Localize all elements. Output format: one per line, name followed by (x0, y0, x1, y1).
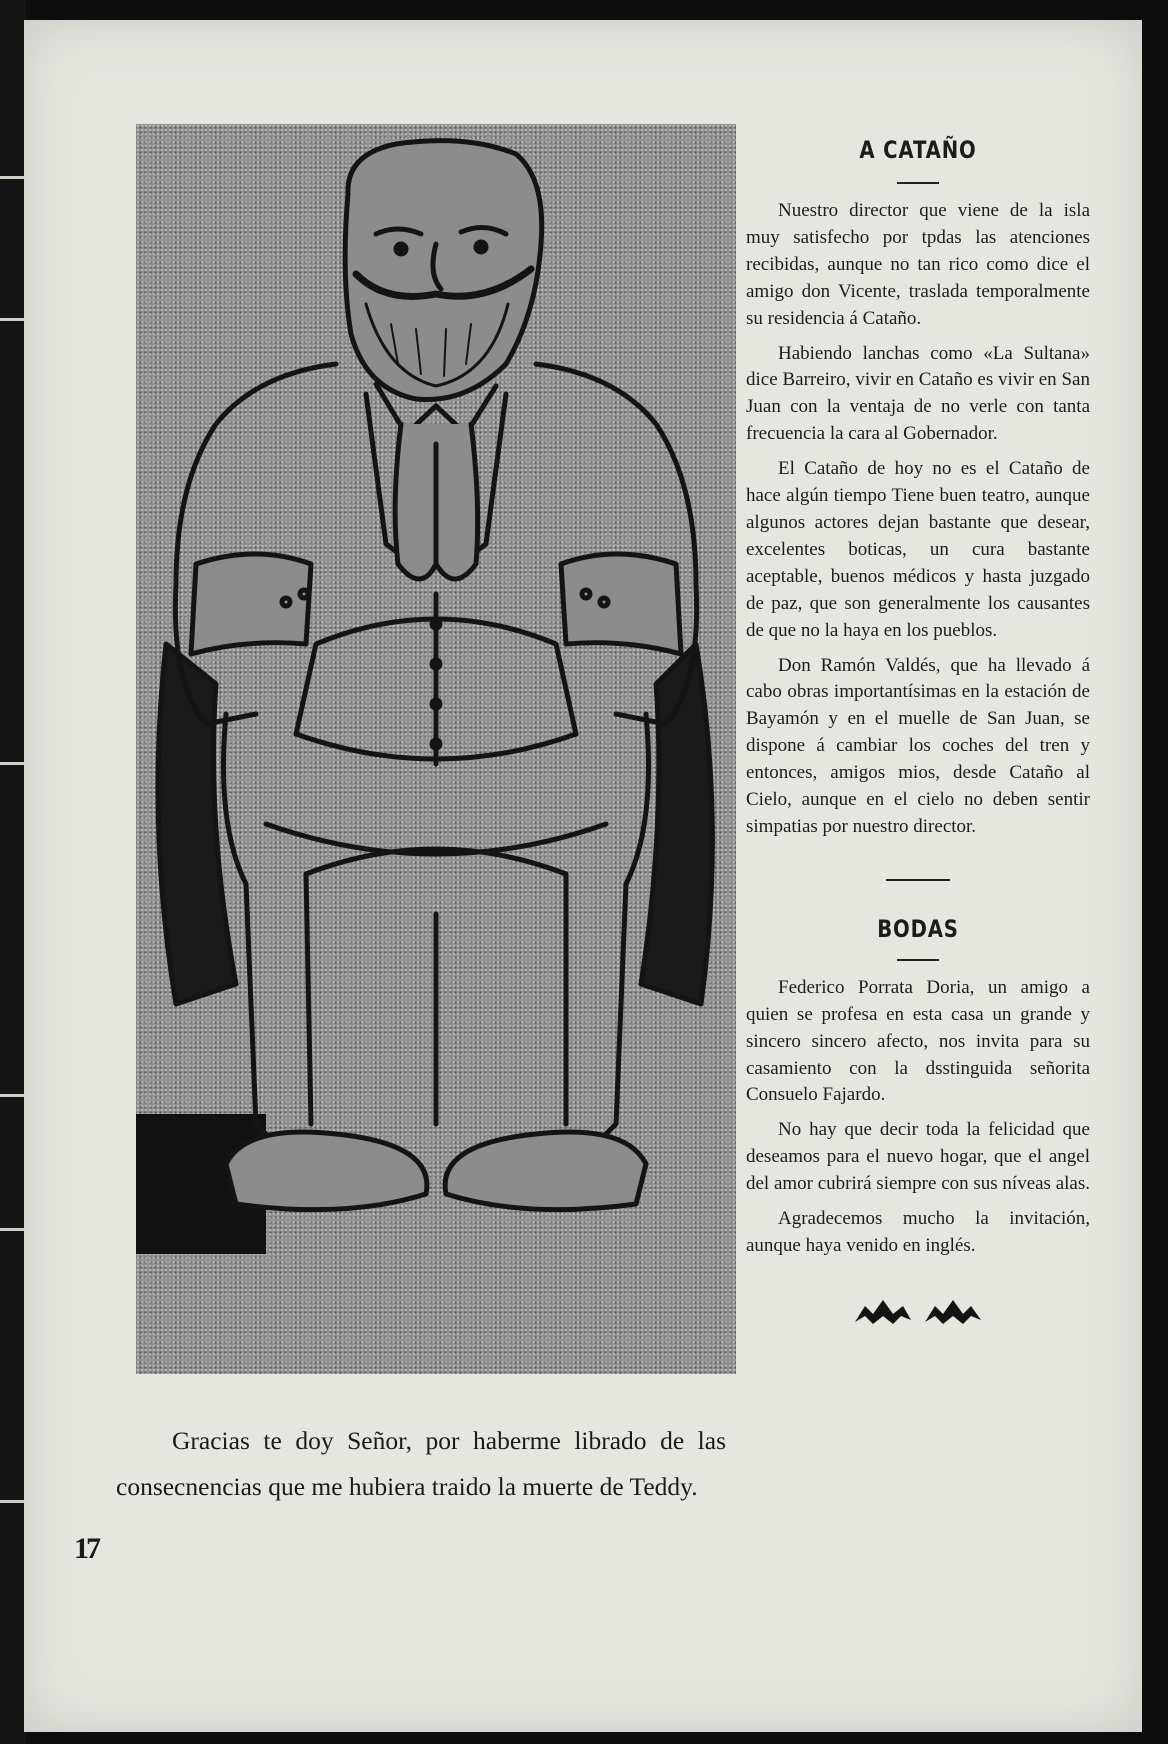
book-binding (0, 0, 26, 1744)
paragraph: Nuestro director que viene de la isla muy satisfecho por tpdas las atenciones recibidas, aunque no tan rico como dice el amigo don Vicente, traslada temporalmente su residencia á Cataño. (746, 200, 1090, 329)
magazine-page (24, 20, 1142, 1732)
article-body (746, 975, 1090, 1260)
paragraph: Agradecemos mucho la invitación, aunque haya venido en inglés. (746, 1208, 1090, 1256)
caricature-drawing (136, 124, 736, 1374)
heading-rule (897, 182, 939, 184)
paragraph: No hay que decir toda la felicidad que deseamos para el nuevo hogar, que el angel del amor cubrirá siempre con sus níveas alas. (746, 1119, 1090, 1195)
paragraph: Habiendo lanchas como «La Sultana» dice Barreiro, vivir en Cataño es vivir en San Juan con la ventaja de no verle con tanta frecuencia la cara al Gobernador. (746, 342, 1090, 445)
bat-ornament-icon (853, 1294, 983, 1328)
text-column (746, 124, 1090, 1328)
article-body (746, 198, 1090, 841)
page-mark: 17 (74, 1532, 98, 1565)
paragraph: Don Ramón Valdés, que ha llevado á cabo obras importantísimas en la estación de Bayamón y en el muelle de San Juan, se dispone á cambiar los coches del tren y entonces, amigos mios, desde Cataño al Cielo, aunque en el cielo no deben sentir simpatias por nuestro director. (746, 654, 1090, 837)
section-divider (886, 879, 950, 881)
paragraph: El Cataño de hoy no es el Cataño de hace algún tiempo Tiene buen teatro, aunque algunos actores dejan bastante que desear, excelentes boticas, un cura bastante aceptable, buenos médicos y hasta juzgado de paz, que son generalmente los causantes de que no la haya en los pueblos. (746, 458, 1090, 641)
caption-text: Gracias te doy Señor, por haberme librado de las consecnencias que me hubiera traido la muerte de Teddy. (116, 1426, 726, 1501)
illustration-caption (116, 1418, 726, 1510)
caricature-illustration (136, 124, 736, 1374)
paragraph: Federico Porrata Doria, un amigo a quien se profesa en esta casa un grande y sincero sincero afecto, nos invita para su casamiento con la dsstinguida señorita Consuelo Fajardo. (746, 976, 1090, 1106)
heading-rule (897, 959, 939, 961)
heading-bodas: BODAS (877, 914, 959, 943)
article-bodas (746, 915, 1090, 1260)
article-catano (746, 136, 1090, 841)
heading-catano: A CATAÑO (859, 136, 977, 164)
